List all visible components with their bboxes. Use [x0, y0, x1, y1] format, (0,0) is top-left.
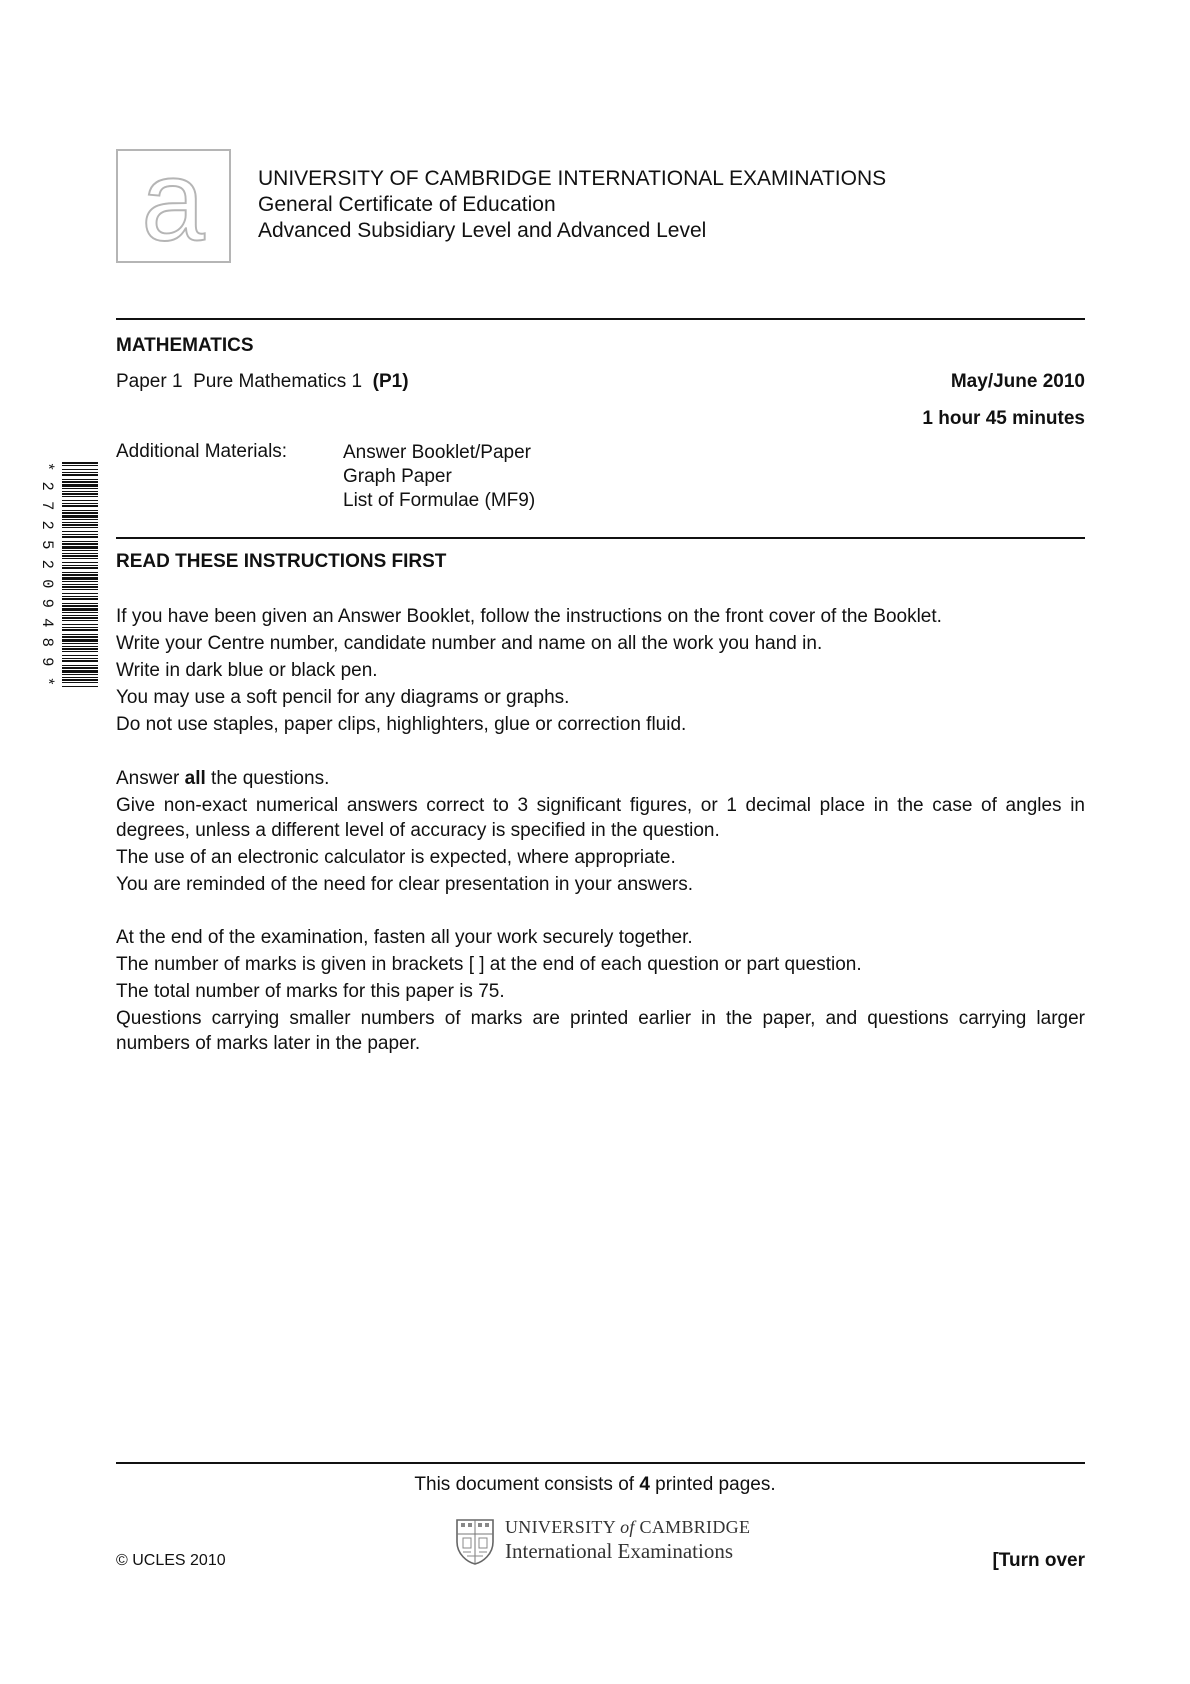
barcode-bar [62, 605, 98, 607]
barcode-bar [62, 608, 98, 611]
cie-logo [116, 149, 231, 263]
barcode-bar [62, 674, 98, 675]
barcode-bar [62, 574, 98, 576]
barcode-bar [62, 510, 98, 511]
barcode-number [38, 462, 58, 688]
barcode-bar [62, 627, 98, 628]
instruction-line: If you have been given an Answer Booklet, follow the instructions on the front cover of the Booklet. [116, 606, 942, 627]
barcode-bar [62, 522, 98, 523]
barcode-bar [62, 665, 98, 666]
header-line-1: UNIVERSITY OF CAMBRIDGE INTERNATIONAL EXAMINATIONS [258, 167, 887, 190]
barcode-bar [62, 484, 98, 487]
barcode-bar [62, 565, 98, 566]
barcode-bar [62, 667, 98, 669]
barcode-bar [62, 596, 98, 597]
logo-letter: a [141, 151, 205, 261]
barcode-bar [62, 620, 98, 621]
instructions-group-3 [116, 926, 1085, 1059]
barcode-bar [62, 524, 98, 526]
barcode-bar [62, 584, 98, 585]
barcode-bar [62, 534, 98, 535]
barcode-bar [62, 648, 98, 650]
barcode-bar [62, 655, 98, 656]
instruction-line: Write in dark blue or black pen. [116, 660, 378, 681]
paper-code: (P1) [372, 371, 409, 392]
barcode-bar [62, 479, 98, 480]
page-count: 4 [639, 1474, 650, 1495]
divider-bottom [116, 1462, 1085, 1464]
copyright: © UCLES 2010 [116, 1552, 226, 1569]
instructions-group-1 [116, 605, 1085, 740]
exam-session: May/June 2010 [950, 371, 1085, 392]
barcode-bar [62, 558, 98, 559]
barcode-bar [62, 686, 98, 687]
instruction-line: You may use a soft pencil for any diagrams or graphs. [116, 687, 570, 708]
barcode-bar [62, 629, 98, 631]
barcode-bar [62, 546, 98, 549]
barcode-bar [62, 512, 98, 514]
barcode-bar [62, 505, 98, 507]
barcode-bar [62, 634, 98, 635]
barcode-bar [62, 639, 98, 642]
barcode-bar [62, 500, 98, 501]
instruction-line: You are reminded of the need for clear presentation in your answers. [116, 873, 694, 895]
barcode-bar [62, 519, 98, 520]
barcode-bar [62, 636, 98, 638]
barcode-bar [62, 581, 98, 582]
barcode-bar [62, 577, 98, 580]
subject-title: MATHEMATICS [116, 335, 254, 356]
divider-middle [116, 537, 1085, 539]
barcode-bar [62, 541, 98, 542]
barcode-bar [62, 496, 98, 497]
barcode-bar [62, 469, 98, 470]
barcode-bar [62, 617, 98, 619]
barcode-bar [62, 598, 98, 600]
barcode-bar [62, 543, 98, 545]
barcode-bar [62, 491, 98, 492]
barcode-bar [62, 567, 98, 569]
barcode-bar [62, 562, 98, 563]
barcode-bar [62, 643, 98, 644]
instruction-line: Questions carrying smaller numbers of marks are printed earlier in the paper, and questions carrying larger numbers of marks later in the paper. [116, 1008, 1085, 1054]
material-item: Answer Booklet/Paper [343, 442, 531, 463]
barcode-bar [62, 465, 98, 466]
barcode-bar [62, 651, 98, 652]
barcode-bar [62, 572, 98, 573]
barcode-bar [62, 527, 98, 528]
materials-list [343, 441, 535, 513]
instruction-line: The total number of marks for this paper is 75. [116, 981, 505, 1002]
materials-label: Additional Materials: [116, 441, 288, 462]
barcode-bar [62, 586, 98, 588]
instruction-line: Do not use staples, paper clips, highlighters, glue or correction fluid. [116, 714, 687, 735]
instruction-line: Write your Centre number, candidate number and name on all the work you hand in. [116, 633, 823, 654]
barcode-bar [62, 536, 98, 538]
barcode-bar [62, 679, 98, 681]
svg-text:* 2 7 2 5 2 0 9 4 8 9 *: * 2 7 2 5 2 0 9 4 8 9 * [38, 462, 56, 686]
material-item: List of Formulae (MF9) [343, 490, 536, 511]
barcode-bar [62, 488, 98, 489]
paper-name: Paper 1 Pure Mathematics 1 [116, 371, 373, 392]
barcode-bar [62, 531, 98, 532]
barcode-bar [62, 624, 98, 625]
barcode [62, 462, 98, 688]
barcode-bar [62, 472, 98, 473]
instruction-line: The use of an electronic calculator is expected, where appropriate. [116, 846, 676, 868]
barcode-bar [62, 515, 98, 518]
barcode-bar [62, 682, 98, 683]
material-item: Graph Paper [343, 466, 452, 487]
barcode-bar [62, 474, 98, 476]
barcode-bar [62, 553, 98, 554]
barcode-bar [62, 555, 98, 557]
barcode-bar [62, 481, 98, 483]
cambridge-crest-icon [455, 1518, 495, 1566]
barcode-bar [62, 615, 98, 616]
page-count-note: This document consists of 4 printed pages. [414, 1474, 776, 1495]
barcode-bar [62, 646, 98, 647]
barcode-bar [62, 677, 98, 678]
turn-over: [Turn over [992, 1550, 1085, 1571]
barcode-bar [62, 603, 98, 604]
barcode-bar [62, 612, 98, 613]
divider-top [116, 318, 1085, 320]
barcode-bar [62, 593, 98, 594]
header-line-3: Advanced Subsidiary Level and Advanced Level [258, 219, 707, 242]
barcode-bar [62, 493, 98, 495]
barcode-bar [62, 670, 98, 673]
header-line-2: General Certificate of Education [258, 193, 556, 216]
exam-board-header [258, 166, 886, 244]
barcode-bar [62, 503, 98, 504]
instruction-line: Answer all the questions. [116, 768, 330, 789]
barcode-bar [62, 550, 98, 551]
barcode-bar [62, 589, 98, 590]
barcode-bar [62, 658, 98, 659]
instructions-group-2 [116, 767, 1085, 900]
instruction-line: Give non-exact numerical answers correct to 3 significant figures, or 1 decimal place in the case of angles in degrees, unless a different level of accuracy is specified in the question. [116, 795, 1085, 841]
instruction-line: The number of marks is given in brackets [ ] at the end of each question or part question. [116, 954, 862, 975]
cambridge-wordmark: UNIVERSITY of CAMBRIDGE International Examinations [505, 1517, 751, 1563]
instruction-line: At the end of the examination, fasten all your work securely together. [116, 927, 693, 948]
barcode-bar [62, 462, 98, 464]
paper-title [116, 371, 409, 393]
barcode-bar [62, 660, 98, 662]
exam-duration: 1 hour 45 minutes [922, 408, 1085, 429]
instructions-heading: READ THESE INSTRUCTIONS FIRST [116, 551, 447, 572]
